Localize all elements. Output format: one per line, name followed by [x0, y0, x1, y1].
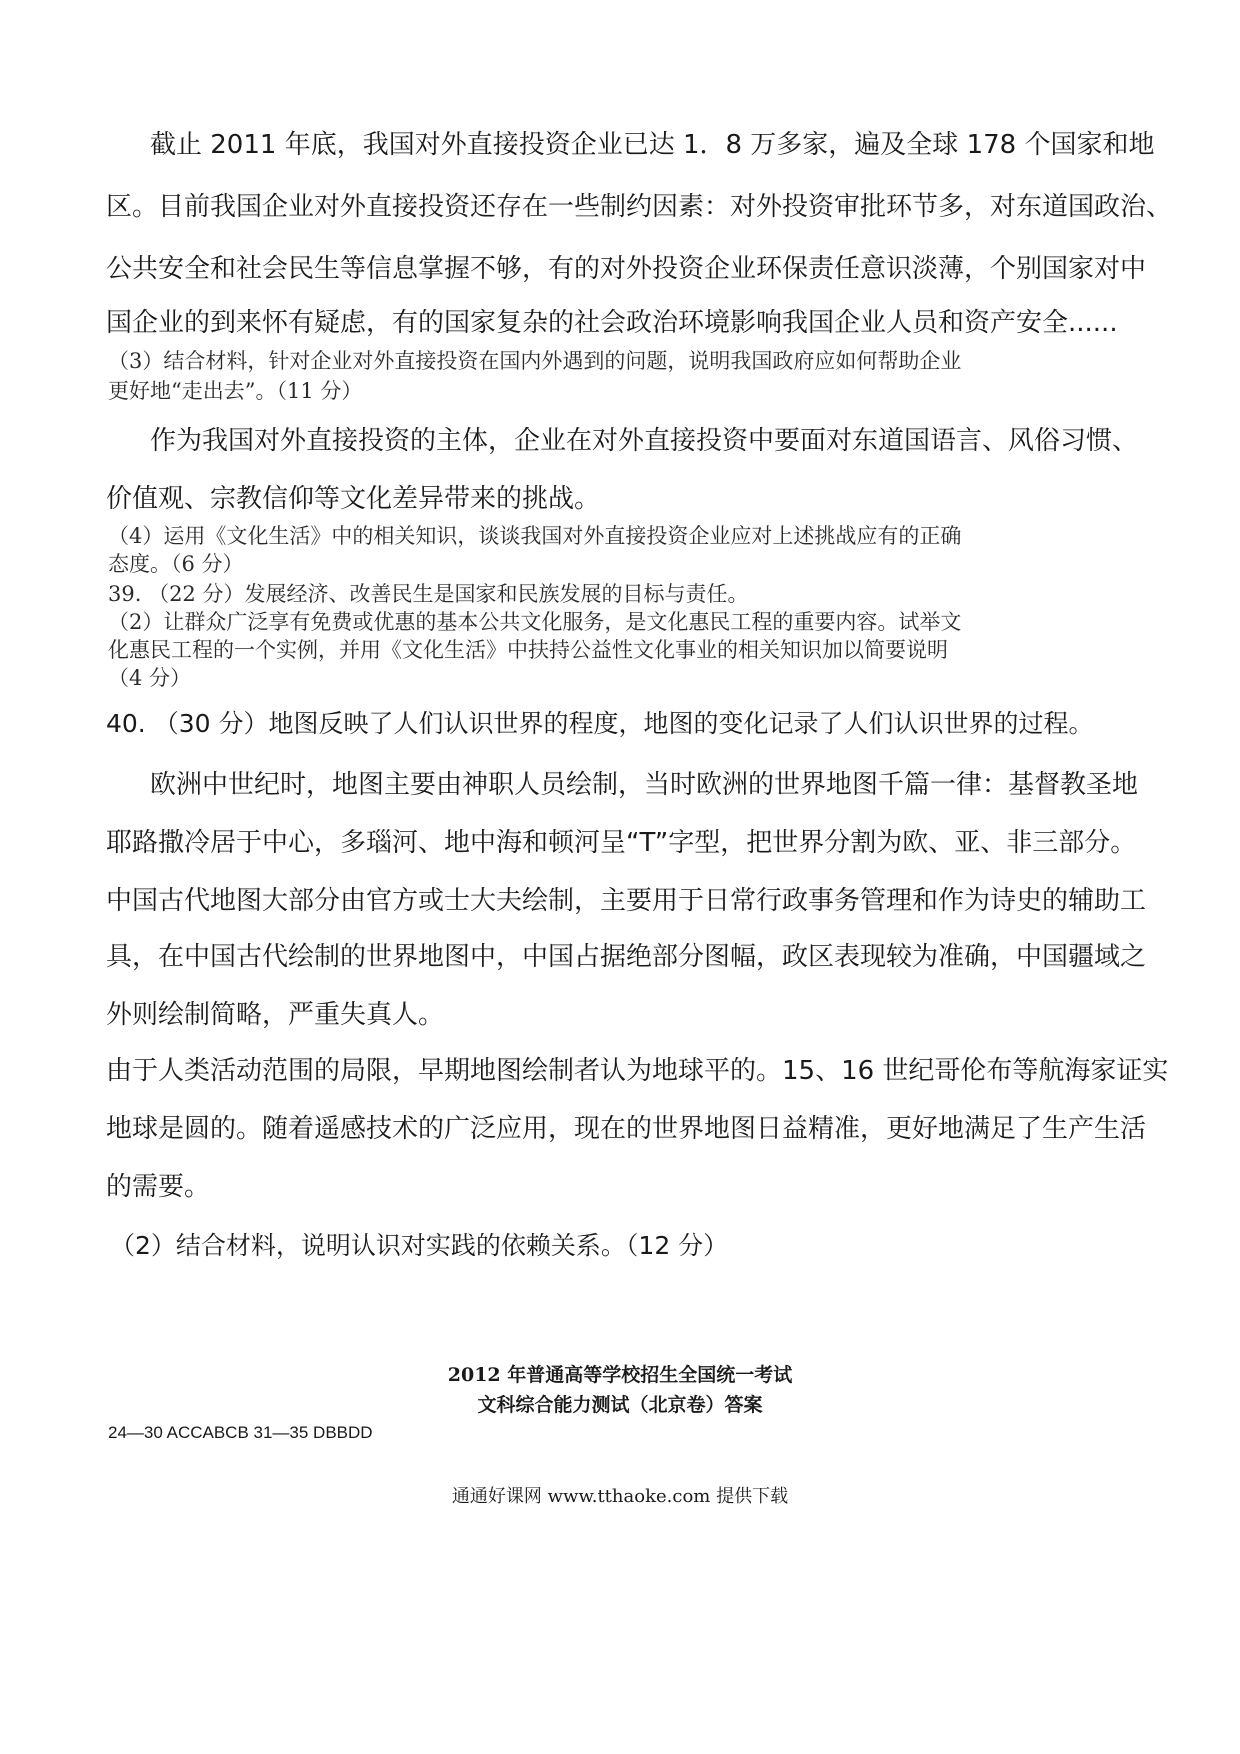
- passage1-line-1: 截止 2011 年底，我国对外直接投资企业已达 1．8 万多家，遍及全球 178 个国家和地: [150, 130, 1155, 160]
- question-4-line-1: （4）运用《文化生活》中的相关知识，谈谈我国对外直接投资企业应对上述挑战应有的正确: [108, 524, 962, 548]
- question-39-line-3: （4 分）: [108, 666, 192, 690]
- answer-title-1: 2012 年普通高等学校招生全国统一考试: [447, 1364, 793, 1386]
- question-40-line-4: 具，在中国古代绘制的世界地图中，中国占据绝部分图幅，政区表现较为准确，中国疆域之: [106, 942, 1147, 972]
- answer-keys: 24—30 ACCABCB 31—35 DBBDD: [108, 1423, 373, 1442]
- passage2-line-1: 作为我国对外直接投资的主体，企业在对外直接投资中要面对东道国语言、风俗习惯、: [150, 426, 1139, 456]
- question-40-header: 40. （30 分）地图反映了人们认识世界的程度，地图的变化记录了人们认识世界的过程。: [106, 709, 1094, 738]
- question-40-line-1: 欧洲中世纪时，地图主要由神职人员绘制，当时欧洲的世界地图千篇一律：基督教圣地: [150, 770, 1139, 800]
- footer-source: 通通好课网 www.tthaoke.com 提供下载: [451, 1486, 789, 1507]
- question-40-line-5: 外则绘制简略，严重失真人。: [106, 1000, 445, 1030]
- question-40-subquestion: （2）结合材料，说明认识对实践的依赖关系。（12 分）: [110, 1231, 729, 1260]
- question-40-line-2: 耶路撒冷居于中心，多瑙河、地中海和顿河呈“T”字型，把世界分割为欧、亚、非三部分。: [106, 828, 1137, 858]
- question-39-line-2: 化惠民工程的一个实例，并用《文化生活》中扶持公益性文化事业的相关知识加以简要说明: [108, 638, 948, 662]
- question-40-line-6: 由于人类活动范围的局限，早期地图绘制者认为地球平的。15、16 世纪哥伦布等航海家证实: [106, 1056, 1169, 1086]
- passage1-line-4: 国企业的到来怀有疑虑，有的国家复杂的社会政治环境影响我国企业人员和资产安全......: [106, 308, 1118, 338]
- passage1-line-2: 区。目前我国企业对外直接投资还存在一些制约因素：对外投资审批环节多，对东道国政治、: [106, 192, 1173, 222]
- answer-title-2: 文科综合能力测试（北京卷）答案: [477, 1394, 763, 1416]
- question-40-line-8: 的需要。: [106, 1172, 211, 1202]
- question-39-line-1: （2）让群众广泛享有免费或优惠的基本公共文化服务，是文化惠民工程的重要内容。试举文: [108, 610, 962, 634]
- question-4-line-2: 态度。（6 分）: [108, 552, 244, 576]
- question-3-line-2: 更好地“走出去”。（11 分）: [108, 379, 363, 403]
- question-3-line-1: （3）结合材料，针对企业对外直接投资在国内外遇到的问题，说明我国政府应如何帮助企业: [108, 349, 962, 373]
- question-40-line-3: 中国古代地图大部分由官方或士大夫绘制，主要用于日常行政事务管理和作为诗史的辅助工: [106, 886, 1147, 916]
- question-40-line-7: 地球是圆的。随着遥感技术的广泛应用，现在的世界地图日益精准，更好地满足了生产生活: [106, 1114, 1147, 1144]
- question-39-header: 39. （22 分）发展经济、改善民生是国家和民族发展的目标与责任。: [108, 582, 749, 606]
- passage1-line-3: 公共安全和社会民生等信息掌握不够，有的对外投资企业环保责任意识淡薄，个别国家对中: [106, 254, 1147, 284]
- passage2-line-2: 价值观、宗教信仰等文化差异带来的挑战。: [106, 484, 601, 514]
